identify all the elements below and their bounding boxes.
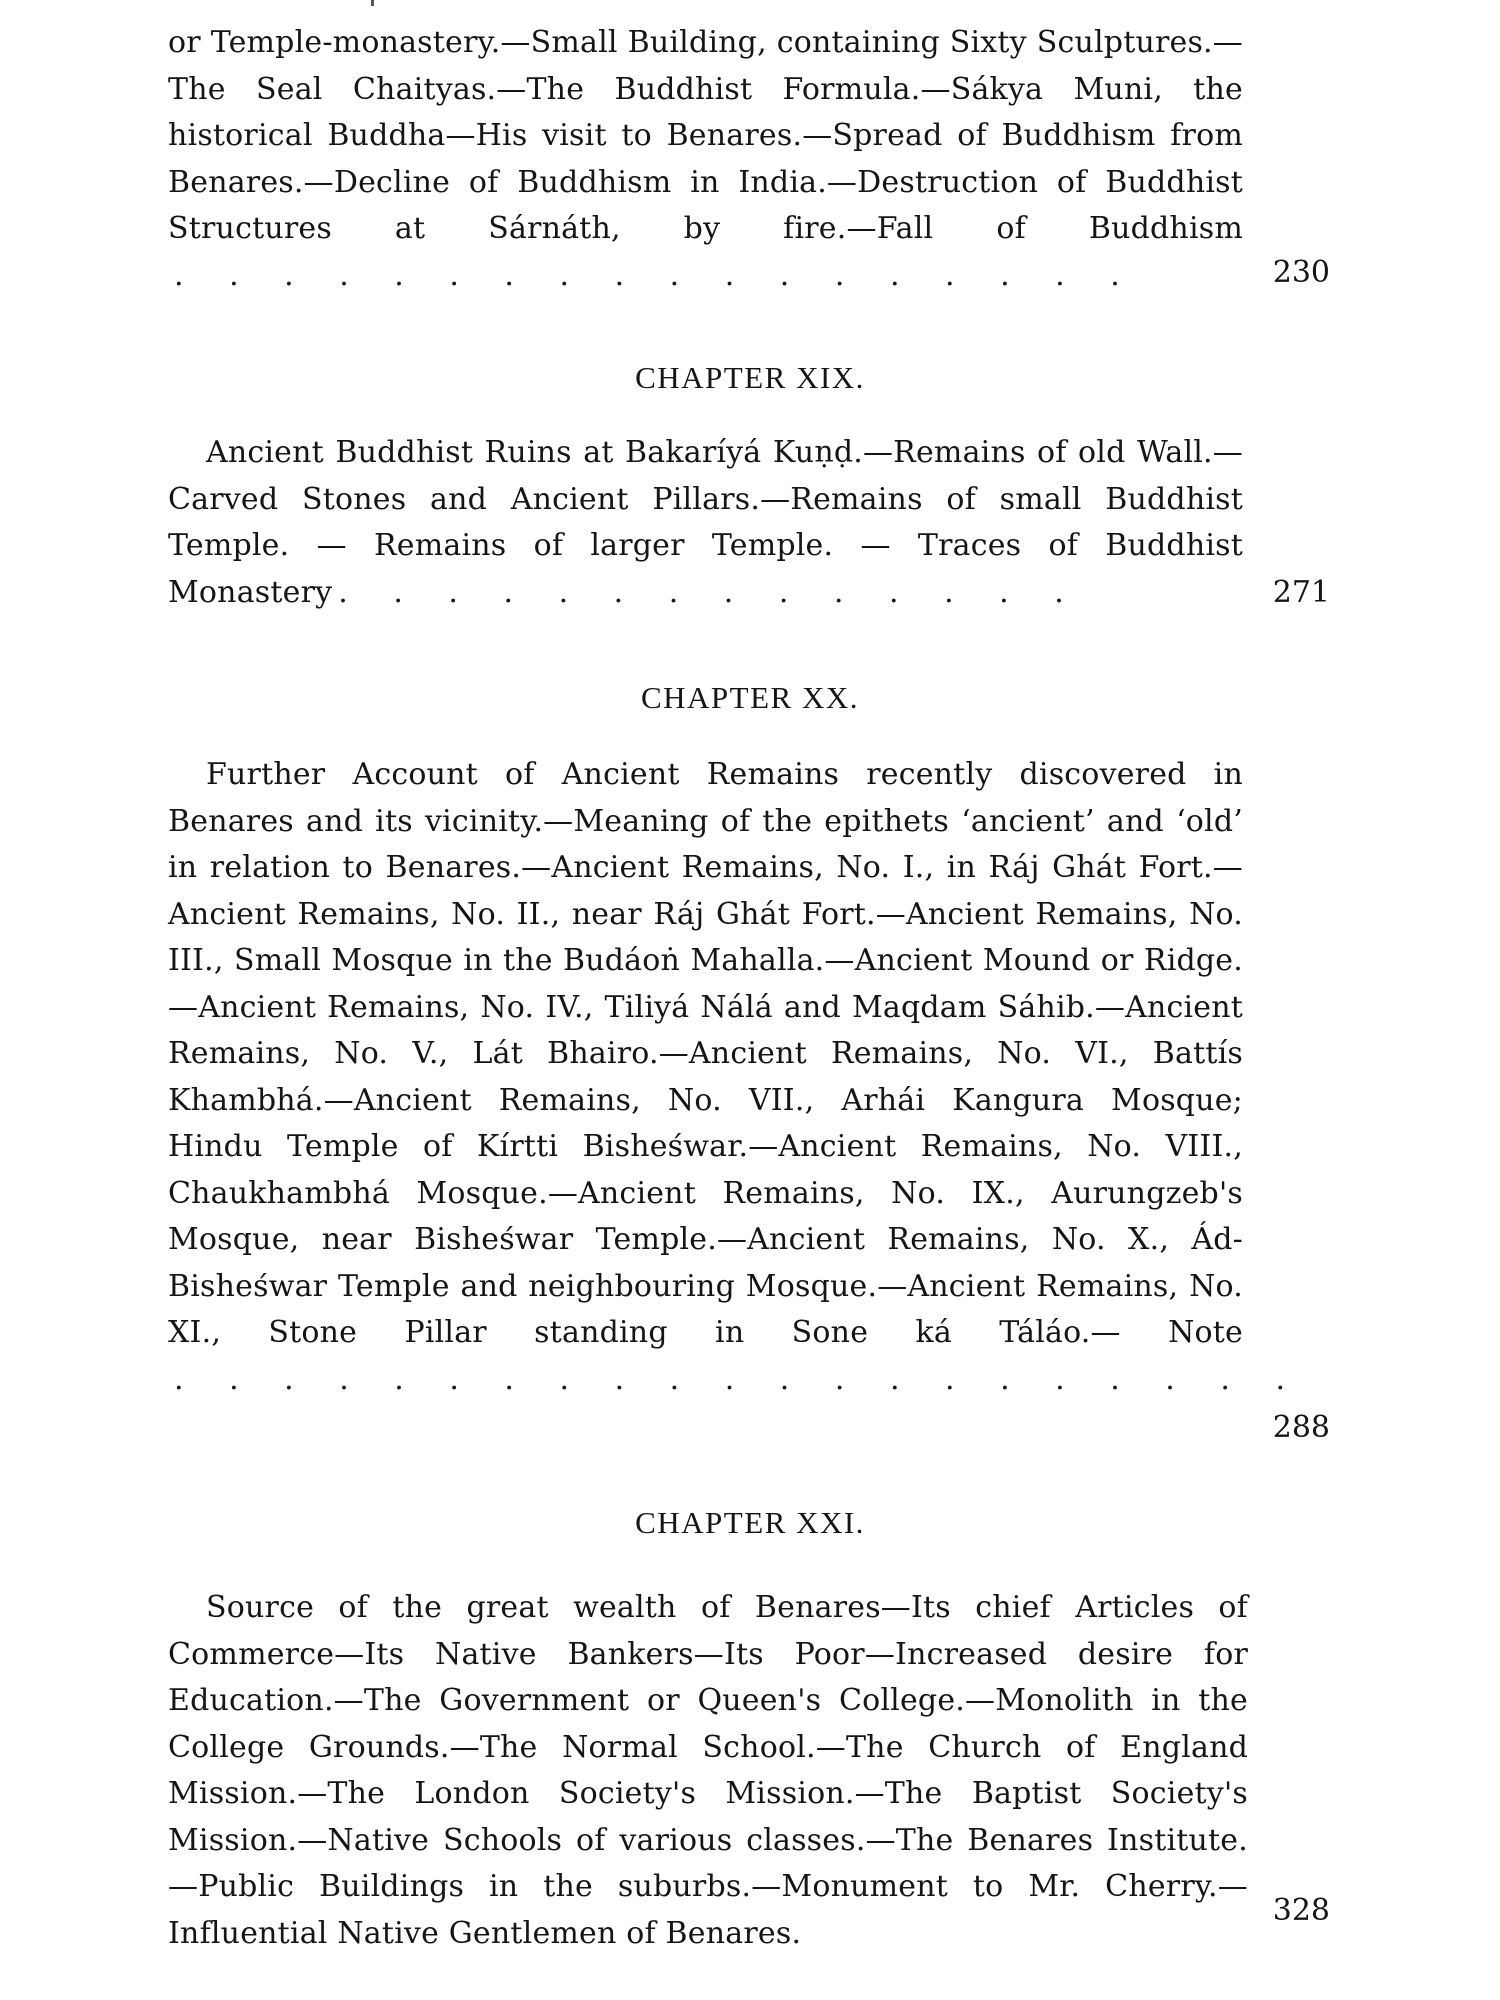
toc-entry-chapter-21 bbox=[168, 1585, 1248, 1957]
page-number-328: 328 bbox=[1272, 1893, 1330, 1928]
page-number-271: 271 bbox=[1272, 575, 1330, 610]
print-mark bbox=[371, 0, 374, 6]
leader-dots: . . . . . . . . . . . . . . . . . . bbox=[174, 257, 1138, 293]
entry-summary: Ancient Buddhist Ruins at Bakaríyá Kuṇḍ.—Remains of old Wall.—Carved Stones and Ancient Pillars.—Remains of small Buddhist Temple. — Remains of larger Temple. — Traces of bbox=[168, 435, 1243, 563]
chapter-heading-xx: CHAPTER XX. bbox=[640, 680, 859, 715]
toc-entry-chapter-18-continued bbox=[168, 20, 1243, 299]
entry-last-line: Note bbox=[1168, 1315, 1243, 1350]
entry-last-line: Buddhist Monastery bbox=[168, 528, 1243, 610]
entry-last-line: Buddhism bbox=[1088, 211, 1243, 246]
page-number-288: 288 bbox=[1272, 1410, 1330, 1445]
toc-entry-chapter-20 bbox=[168, 752, 1303, 1403]
toc-entry-chapter-19 bbox=[168, 430, 1243, 616]
entry-summary: Further Account of Ancient Remains recently discovered in Benares and its vicinity.—Meaning of the epithets ‘ancient’ and ‘old’ in relation to Benares.—Ancient Remains, No. I., in Ráj Ghát Fort.—Ancient Remains, No. II., near Ráj Ghát Fort.—Ancient Remains, No. III., Small Mosque in the Budáoṅ Mahalla.—Ancient Mound or Ridge.—Ancient Remains, No. IV., Tiliyá Nálá and Maqdam Sáhib.—Ancient Remains, No. V., Lát Bhairo.—Ancient Remains, No. VI., Battís Khambhá.—Ancient Remains, No. VII., Arhái Kangura Mosque; Hindu Temple of Kírtti Bisheśwar.—Ancient Remains, No. VIII., Chaukhambhá Mosque.—Ancient Remains, No. IX., Aurungzeb's Mosque, near Bisheśwar Temple.—Ancient Remains, No. X., Ád-Bisheśwar Temple and neighbouring Mosque.—Ancient Remains, No. XI., Stone Pillar standing in Sone ká Táláo.— bbox=[168, 757, 1243, 1350]
page-number-230: 230 bbox=[1272, 255, 1330, 290]
entry-summary: or Temple-monastery.—Small Building, containing Sixty Sculptures.—The Seal Chaityas.—The Buddhist Formula.—Sákya Muni, the historical Buddha—His visit to Benares.—Spread of Buddhism from Benares.—Decline of Buddhism in India.—Destruction of Buddhist Structures at Sárnáth, by fire.—Fall of bbox=[168, 25, 1243, 246]
chapter-heading-xxi: CHAPTER XXI. bbox=[635, 1505, 865, 1540]
chapter-heading-xix: CHAPTER XIX. bbox=[635, 360, 865, 395]
leader-dots: . . . . . . . . . . . . . . . . . . . . . bbox=[174, 1361, 1303, 1397]
leader-dots: . . . . . . . . . . . . . . bbox=[338, 574, 1082, 610]
entry-summary: Source of the great wealth of Benares—Its chief Articles of Commerce—Its Native Bankers—Its Poor—Increased desire for Education.—The Government or Queen's College.—Monolith in the College Grounds.—The Normal School.—The Church of England Mission.—The London Society's Mission.—The Baptist Society's Mission.—Native Schools of various classes.—The Benares Institute.—Public Buildings in the suburbs.—Monument to Mr. Cherry.—Influential Native Gentlemen of Benares. bbox=[168, 1590, 1248, 1951]
